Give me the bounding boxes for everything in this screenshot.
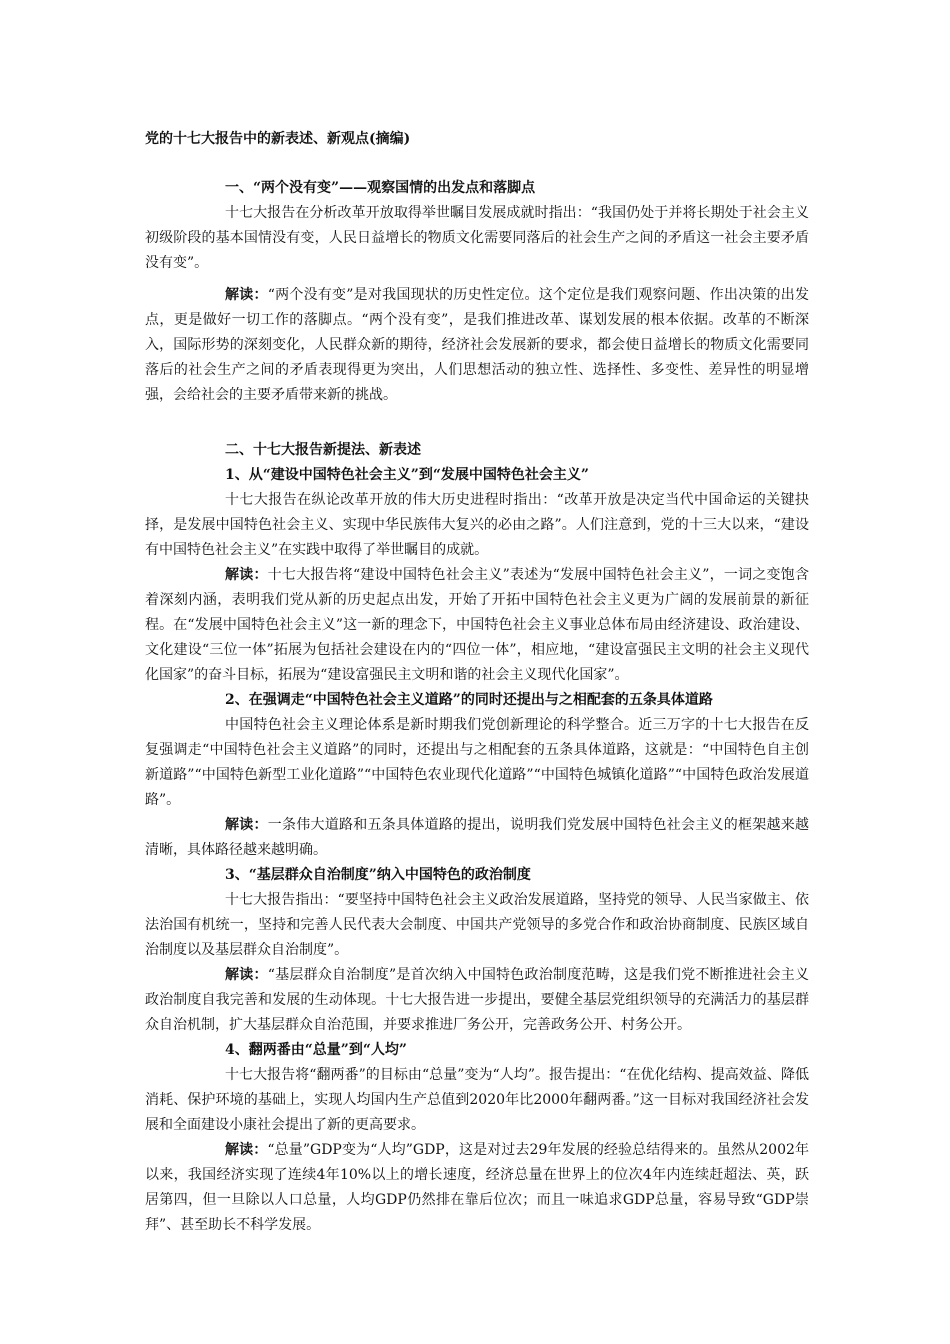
interpretation-text: 十七大报告将“建设中国特色社会主义”表述为“发展中国特色社会主义”，一词之变饱含着深刻内涵，表明我们党从新的历史起点出发，开始了开拓中国特色社会主义更为广阔的发展前景的新征程。在“发展中国特色社会主义”这一新的理念下，中国特色社会主义事业总体布局由经济建设、政治建设、文化建设“三位一体”拓展为包括社会建设在内的“四位一体”，相应地，“建设富强民主文明的社会主义现代化国家”的奋斗目标，拓展为“建设富强民主文明和谐的社会主义现代化国家”。 [145, 567, 809, 683]
subsection-1-interpretation [145, 563, 809, 688]
interpretation-label: 解读： [225, 1142, 268, 1158]
interpretation-label: 解读： [225, 817, 268, 833]
interpretation-text: 一条伟大道路和五条具体道路的提出，说明我们党发展中国特色社会主义的框架越来越清晰，具体路径越来越明确。 [145, 817, 809, 858]
interpretation-text: “总量”GDP变为“人均”GDP，这是对过去29年发展的经验总结得来的。虽然从2002年以来，我国经济实现了连续4年10%以上的增长速度，经济总量在世界上的位次4年内连续赶超法、英，跃居第四，但一旦除以人口总量，人均GDP仍然排在靠后位次；而且一味追求GDP总量，容易导致“GDP崇拜”、甚至助长不科学发展。 [145, 1142, 809, 1233]
subsection-4-heading: 4、翻两番由“总量”到“人均” [225, 1042, 407, 1058]
subsection-2-paragraph: 中国特色社会主义理论体系是新时期我们党创新理论的科学整合。近三万字的十七大报告在反复强调走“中国特色社会主义道路”的同时，还提出与之相配套的五条具体道路，这就是：“中国特色自主创新道路”“中国特色新型工业化道路”“中国特色农业现代化道路”“中国特色城镇化道路”“中国特色政治发展道路”。 [145, 717, 809, 808]
interpretation-text: “基层群众自治制度”是首次纳入中国特色政治制度范畴，这是我们党不断推进社会主义政治制度自我完善和发展的生动体现。十七大报告进一步提出，要健全基层党组织领导的充满活力的基层群众自治机制，扩大基层群众自治范围，并要求推进厂务公开，完善政务公开、村务公开。 [145, 967, 810, 1033]
subsection-2-interpretation [145, 813, 809, 863]
interpretation-label: 解读： [225, 567, 268, 583]
section-1-paragraph: 十七大报告在分析改革开放取得举世瞩目发展成就时指出：“我国仍处于并将长期处于社会主义初级阶段的基本国情没有变，人民日益增长的物质文化需要同落后的社会生产之间的矛盾这一社会主要矛盾没有变”。 [145, 205, 809, 271]
interpretation-text: “两个没有变”是对我国现状的历史性定位。这个定位是我们观察问题、作出决策的出发点，更是做好一切工作的落脚点。“两个没有变”，是我们推进改革、谋划发展的根本依据。改革的不断深入，国际形势的深刻变化，人民群众新的期待，经济社会发展新的要求，都会使日益增长的物质文化需要同落后的社会生产之间的矛盾表现得更为突出，人们思想活动的独立性、选择性、多变性、差异性的明显增强，会给社会的主要矛盾带来新的挑战。 [145, 287, 810, 403]
section-1-interpretation [145, 283, 809, 408]
subsection-3-heading: 3、“基层群众自治制度”纳入中国特色的政治制度 [225, 867, 531, 883]
document-title: 党的十七大报告中的新表述、新观点(摘编) [145, 131, 411, 147]
subsection-1-heading: 1、从“建设中国特色社会主义”到“发展中国特色社会主义” [225, 467, 589, 483]
subsection-1-paragraph: 十七大报告在纵论改革开放的伟大历史进程时指出：“改革开放是决定当代中国命运的关键抉择，是发展中国特色社会主义、实现中华民族伟大复兴的必由之路”。人们注意到，党的十三大以来，“建设有中国特色社会主义”在实践中取得了举世瞩目的成就。 [145, 492, 809, 558]
interpretation-label: 解读： [225, 967, 268, 983]
subsection-3-interpretation [145, 963, 809, 1038]
subsection-3-paragraph: 十七大报告指出：“要坚持中国特色社会主义政治发展道路，坚持党的领导、人民当家做主、依法治国有机统一，坚持和完善人民代表大会制度、中国共产党领导的多党合作和政治协商制度、民族区域自治制度以及基层群众自治制度”。 [145, 892, 809, 958]
subsection-4-interpretation [145, 1138, 809, 1238]
subsection-2-heading: 2、在强调走“中国特色社会主义道路”的同时还提出与之相配套的五条具体道路 [225, 692, 713, 708]
section-1-heading: 一、“两个没有变”——观察国情的出发点和落脚点 [225, 180, 536, 196]
subsection-4-paragraph: 十七大报告将“翻两番”的目标由“总量”变为“人均”。报告提出：“在优化结构、提高效益、降低消耗、保护环境的基础上，实现人均国内生产总值到2020年比2000年翻两番。”这一目标对我国经济社会发展和全面建设小康社会提出了新的更高要求。 [145, 1067, 809, 1133]
interpretation-label: 解读： [225, 287, 268, 303]
document-body [145, 176, 809, 1238]
section-2-heading: 二、十七大报告新提法、新表述 [225, 442, 421, 458]
